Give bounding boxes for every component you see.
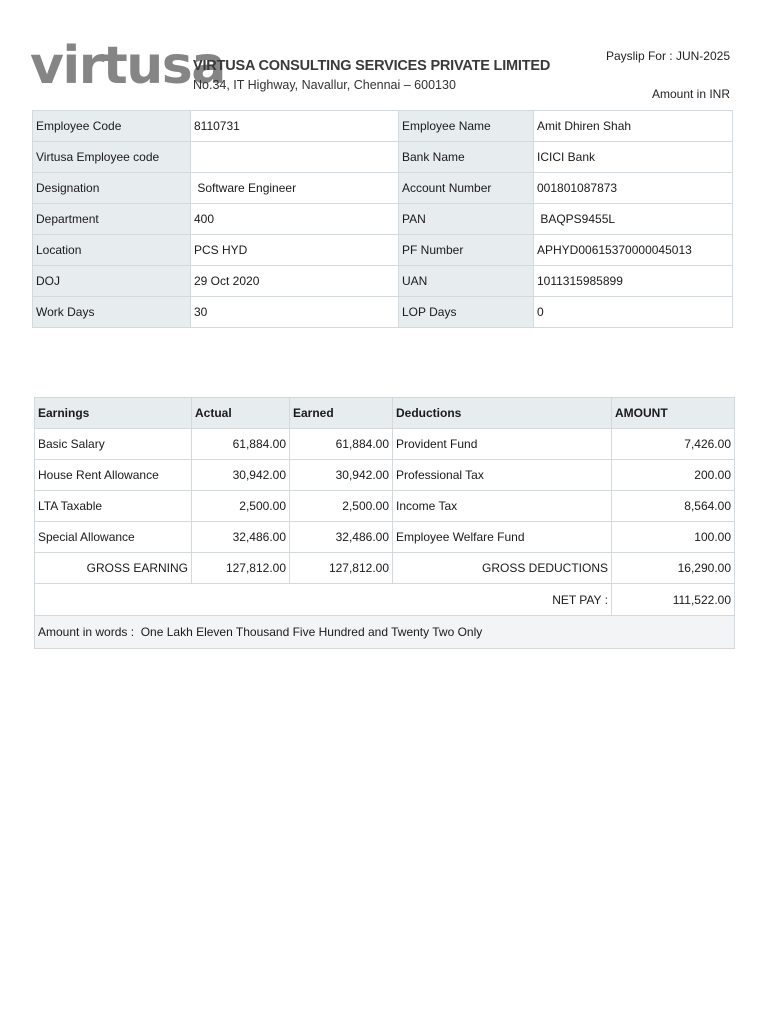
info-row bbox=[33, 111, 733, 142]
info-value: 30 bbox=[191, 297, 399, 328]
info-row bbox=[33, 173, 733, 204]
info-label: Designation bbox=[33, 173, 191, 204]
net-pay-amount: 111,522.00 bbox=[612, 584, 735, 616]
info-label: Department bbox=[33, 204, 191, 235]
pay-header-row bbox=[35, 398, 735, 429]
gross-deductions-amount: 16,290.00 bbox=[612, 553, 735, 584]
info-value: BAQPS9455L bbox=[534, 204, 733, 235]
currency-note: Amount in INR bbox=[651, 87, 730, 101]
info-value: 400 bbox=[191, 204, 399, 235]
company-header bbox=[193, 58, 550, 92]
info-value: 8110731 bbox=[191, 111, 399, 142]
gross-row bbox=[35, 553, 735, 584]
column-header-earned: Earned bbox=[290, 398, 393, 429]
earned-value: 2,500.00 bbox=[290, 491, 393, 522]
earning-name: Special Allowance bbox=[35, 522, 192, 553]
info-label: Location bbox=[33, 235, 191, 266]
earned-value: 30,942.00 bbox=[290, 460, 393, 491]
pay-row bbox=[35, 522, 735, 553]
pay-row bbox=[35, 429, 735, 460]
info-value: 1011315985899 bbox=[534, 266, 733, 297]
actual-value: 2,500.00 bbox=[192, 491, 290, 522]
payslip-period: Payslip For : JUN-2025 bbox=[605, 49, 730, 63]
info-value bbox=[191, 142, 399, 173]
company-address: No.34, IT Highway, Navallur, Chennai – 600130 bbox=[193, 78, 456, 92]
column-header-earnings: Earnings bbox=[35, 398, 192, 429]
amount-in-words: Amount in words : One Lakh Eleven Thousand Five Hundred and Twenty Two Only bbox=[35, 616, 735, 649]
gross-deductions-label: GROSS DEDUCTIONS bbox=[393, 553, 612, 584]
employee-info-table bbox=[32, 110, 733, 328]
info-label: UAN bbox=[399, 266, 534, 297]
earned-value: 61,884.00 bbox=[290, 429, 393, 460]
column-header-actual: Actual bbox=[192, 398, 290, 429]
info-label: Account Number bbox=[399, 173, 534, 204]
actual-value: 30,942.00 bbox=[192, 460, 290, 491]
info-label: DOJ bbox=[33, 266, 191, 297]
info-row bbox=[33, 204, 733, 235]
deduction-name: Professional Tax bbox=[393, 460, 612, 491]
info-value: 29 Oct 2020 bbox=[191, 266, 399, 297]
net-pay-label: NET PAY : bbox=[35, 584, 612, 616]
info-row bbox=[33, 142, 733, 173]
pay-row bbox=[35, 460, 735, 491]
info-label: PAN bbox=[399, 204, 534, 235]
info-label: Virtusa Employee code bbox=[33, 142, 191, 173]
info-label: Employee Name bbox=[399, 111, 534, 142]
deduction-amount: 200.00 bbox=[612, 460, 735, 491]
info-label: Employee Code bbox=[33, 111, 191, 142]
earning-name: House Rent Allowance bbox=[35, 460, 192, 491]
deduction-name: Income Tax bbox=[393, 491, 612, 522]
gross-actual: 127,812.00 bbox=[192, 553, 290, 584]
deduction-amount: 8,564.00 bbox=[612, 491, 735, 522]
info-label: Work Days bbox=[33, 297, 191, 328]
info-row bbox=[33, 266, 733, 297]
amount-in-words-row bbox=[35, 616, 735, 649]
column-header-deductions: Deductions bbox=[393, 398, 612, 429]
info-row bbox=[33, 235, 733, 266]
info-label: Bank Name bbox=[399, 142, 534, 173]
info-value: Amit Dhiren Shah bbox=[534, 111, 733, 142]
info-row bbox=[33, 297, 733, 328]
earning-name: Basic Salary bbox=[35, 429, 192, 460]
logo-wordmark: virtusa bbox=[30, 36, 225, 96]
pay-row bbox=[35, 491, 735, 522]
info-value: APHYD00615370000045013 bbox=[534, 235, 733, 266]
info-label: LOP Days bbox=[399, 297, 534, 328]
info-label: PF Number bbox=[399, 235, 534, 266]
earnings-deductions-table bbox=[34, 397, 735, 649]
gross-earned: 127,812.00 bbox=[290, 553, 393, 584]
earning-name: LTA Taxable bbox=[35, 491, 192, 522]
info-value: 0 bbox=[534, 297, 733, 328]
info-value: ICICI Bank bbox=[534, 142, 733, 173]
actual-value: 32,486.00 bbox=[192, 522, 290, 553]
deduction-name: Provident Fund bbox=[393, 429, 612, 460]
company-name: VIRTUSA CONSULTING SERVICES PRIVATE LIMITED bbox=[193, 58, 551, 74]
virtusa-logo bbox=[30, 30, 225, 96]
deduction-name: Employee Welfare Fund bbox=[393, 522, 612, 553]
actual-value: 61,884.00 bbox=[192, 429, 290, 460]
info-value: Software Engineer bbox=[191, 173, 399, 204]
info-value: PCS HYD bbox=[191, 235, 399, 266]
gross-earning-label: GROSS EARNING bbox=[35, 553, 192, 584]
deduction-amount: 100.00 bbox=[612, 522, 735, 553]
info-value: 001801087873 bbox=[534, 173, 733, 204]
earned-value: 32,486.00 bbox=[290, 522, 393, 553]
net-pay-row bbox=[35, 584, 735, 616]
deduction-amount: 7,426.00 bbox=[612, 429, 735, 460]
column-header-amount: AMOUNT bbox=[612, 398, 735, 429]
